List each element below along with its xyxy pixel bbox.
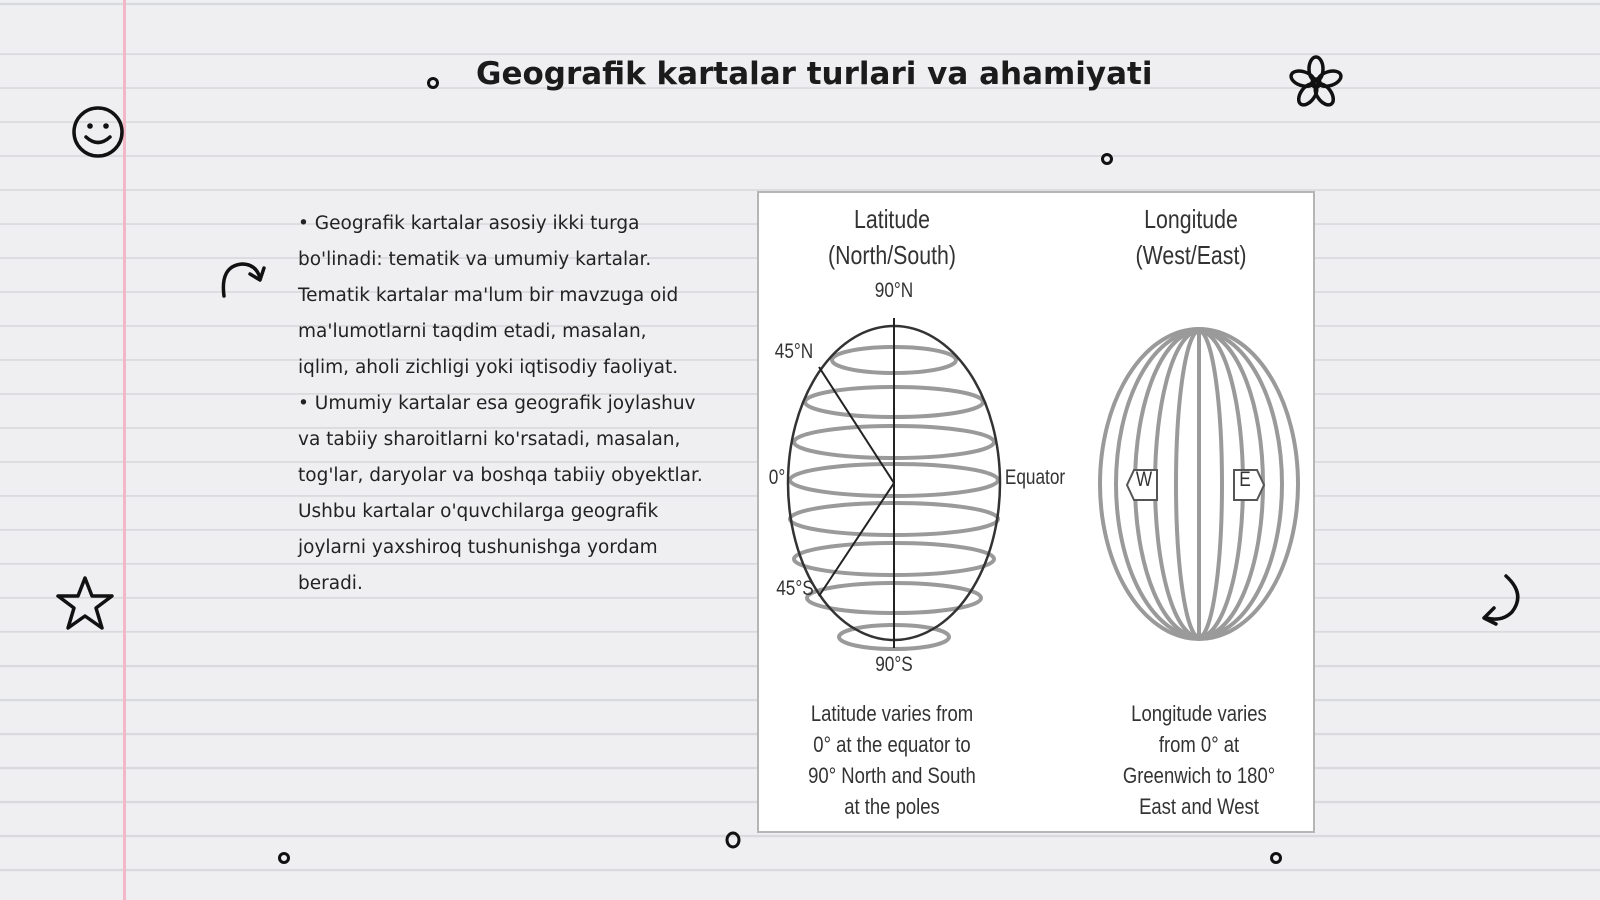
latitude-heading-line2: (North/South) — [828, 240, 956, 270]
longitude-heading — [1117, 201, 1265, 273]
paragraph-general-maps: • Umumiy kartalar esa geografik joylashuv va tabiiy sharoitlarni ko'rsatadi, masalan, tog'lar, daryolar va boshqa tabiiy obyektlar. Ushbu kartalar o'quvchilarga geografik joylarni yaxshiroq tushunishga yordam beradi. — [298, 393, 703, 594]
label-45n: 45°N — [774, 340, 814, 363]
paragraph-thematic-maps: • Geografik kartalar asosiy ikki turga bo'linadi: tematik va umumiy kartalar. Tematik kartalar ma'lum bir mavzuga oid ma'lumotlarni taqdim etadi, masalan, iqlim, aholi zichligi yoki iqtisodiy faoliyat. — [298, 213, 679, 378]
longitude-caption: Longitude varies from 0° at Greenwich to 180° East and West — [1122, 701, 1276, 819]
star-icon — [54, 574, 116, 632]
label-0: 0° — [768, 466, 786, 489]
label-equator: Equator — [1004, 466, 1066, 489]
dot-icon — [1100, 152, 1114, 166]
label-45s: 45°S — [776, 577, 814, 600]
flower-icon — [1288, 55, 1344, 111]
label-west: W — [1135, 468, 1153, 491]
latitude-longitude-figure — [757, 191, 1315, 833]
latitude-heading — [818, 201, 966, 273]
label-90s: 90°S — [875, 653, 913, 676]
latitude-caption: Latitude varies from 0° at the equator to 90° North and South at the poles — [808, 701, 976, 819]
label-90n: 90°N — [874, 279, 914, 302]
dot-icon — [1269, 851, 1283, 865]
slide-title: Geografik kartalar turlari va ahamiyati — [476, 56, 1153, 92]
longitude-heading-line1: Longitude — [1144, 204, 1238, 234]
curved-arrow-right-icon — [218, 256, 268, 300]
dot-icon — [724, 830, 742, 850]
longitude-heading-line2: (West/East) — [1135, 240, 1247, 270]
body-text — [298, 206, 703, 602]
dot-icon — [426, 76, 440, 90]
latitude-heading-line1: Latitude — [854, 204, 930, 234]
curved-arrow-down-left-icon — [1478, 572, 1528, 630]
dot-icon — [277, 851, 291, 865]
smiley-icon — [70, 104, 126, 160]
label-east: E — [1239, 468, 1251, 491]
